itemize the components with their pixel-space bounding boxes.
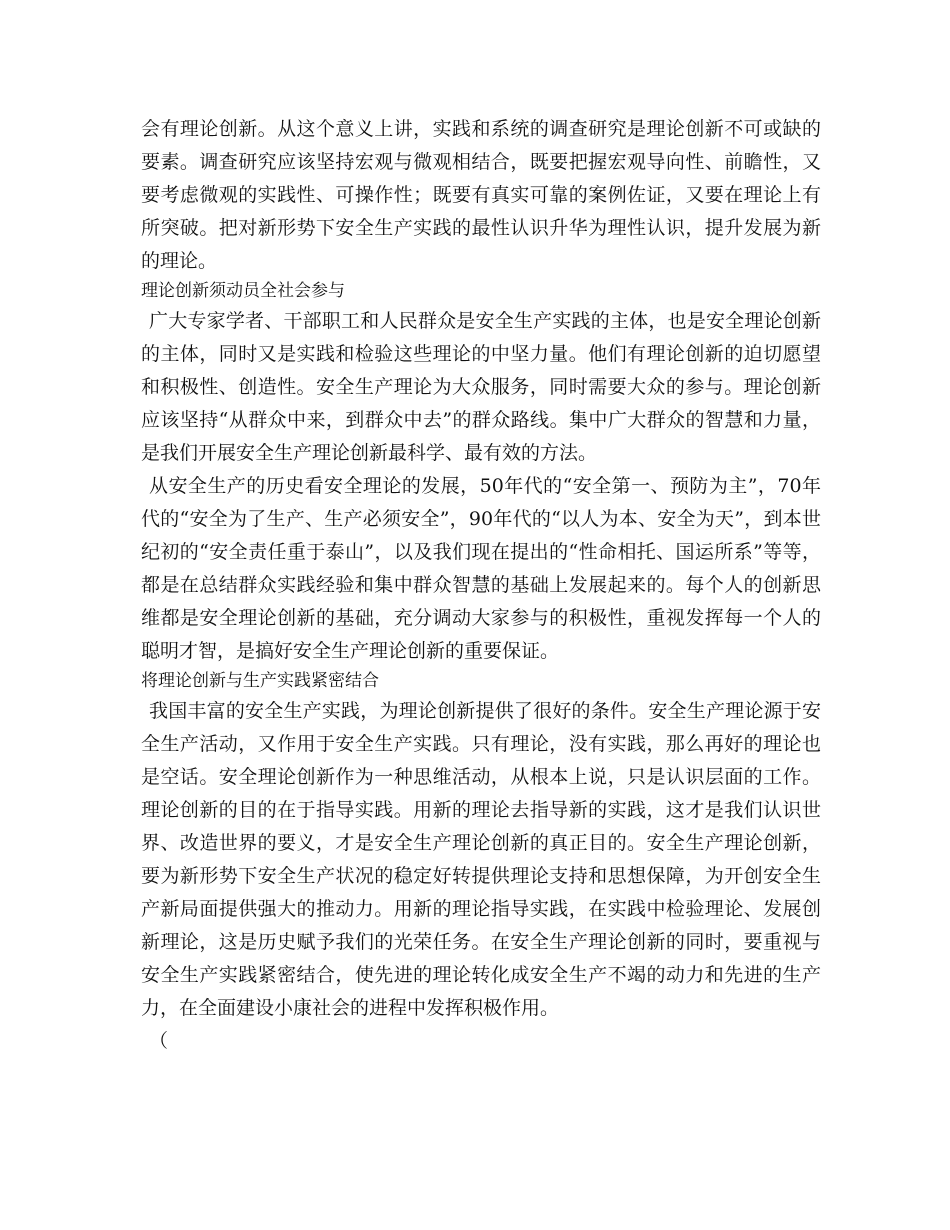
section-heading-participation: 理论创新须动员全社会参与	[141, 281, 345, 301]
open-parenthesis: （	[149, 1030, 169, 1052]
section-heading-practice: 将理论创新与生产实践紧密结合	[141, 671, 379, 691]
document-body	[141, 113, 821, 1058]
paragraph-masses: 广大专家学者、干部职工和人民群众是安全生产实践的主体，也是安全理论创新的主体，同时又是实践和检验这些理论的中坚力量。他们有理论创新的迫切愿望和积极性、创造性。安全生产理论为大众服务，同时需要大众的参与。理论创新应该坚持“从群众中来，到群众中去”的群众路线。集中广大群众的智慧和力量，是我们开展安全生产理论创新最科学、最有效的方法。	[141, 310, 821, 464]
paragraph-practice: 我国丰富的安全生产实践，为理论创新提供了很好的条件。安全生产理论源于安全生产活动，又作用于安全生产实践。只有理论，没有实践，那么再好的理论也是空话。安全理论创新作为一种思维活动，从根本上说，只是认识层面的工作。理论创新的目的在于指导实践。用新的理论去指导新的实践，这才是我们认识世界、改造世界的要义，才是安全生产理论创新的真正目的。安全生产理论创新，要为新形势下安全生产状况的稳定好转提供理论支持和思想保障，为开创安全生产新局面提供强大的推动力。用新的理论指导实践，在实践中检验理论、发展创新理论，这是历史赋予我们的光荣任务。在安全生产理论创新的同时，要重视与安全生产实践紧密结合，使先进的理论转化成安全生产不竭的动力和先进的生产力，在全面建设小康社会的进程中发挥积极作用。	[141, 700, 821, 1019]
paragraph-history: 从安全生产的历史看安全理论的发展，50年代的“安全第一、预防为主”，70年代的“安全为了生产、生产必须安全”，90年代的“以人为本、安全为天”，到本世纪初的“安全责任重于泰山”，以及我们现在提出的“性命相托、国运所系”等等，都是在总结群众实践经验和集中群众智慧的基础上发展起来的。每个人的创新思维都是安全理论创新的基础，充分调动大家参与的积极性，重视发挥每一个人的聪明才智，是搞好安全生产理论创新的重要保证。	[141, 475, 821, 662]
paragraph-research: 会有理论创新。从这个意义上讲，实践和系统的调查研究是理论创新不可或缺的要素。调查研究应该坚持宏观与微观相结合，既要把握宏观导向性、前瞻性，又要考虑微观的实践性、可操作性；既要有真实可靠的案例佐证，又要在理论上有所突破。把对新形势下安全生产实践的最性认识升华为理性认识，提升发展为新的理论。	[141, 118, 821, 272]
